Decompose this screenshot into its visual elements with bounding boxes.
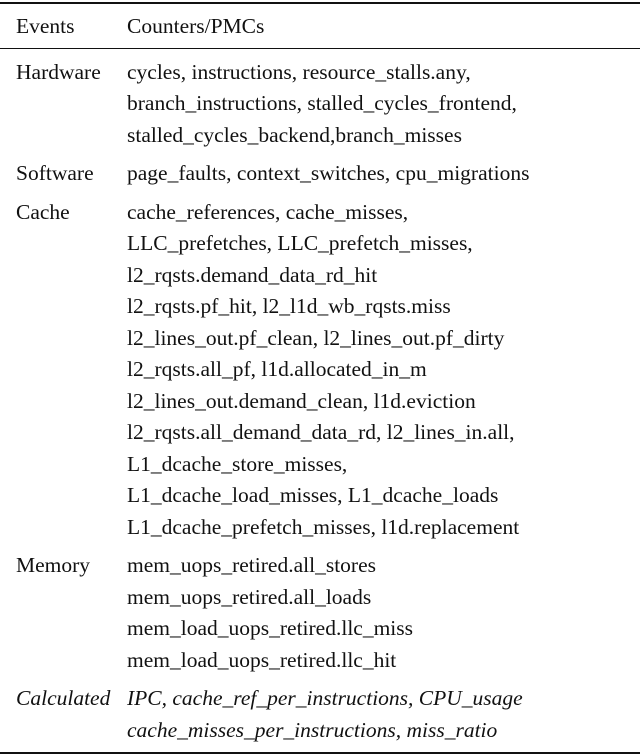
counter-line: mem_uops_retired.all_loads — [127, 584, 372, 609]
table-body — [0, 49, 640, 750]
counter-line: l2_lines_out.demand_clean, l1d.eviction — [127, 388, 476, 413]
counter-line: cache_references, cache_misses, — [127, 199, 409, 224]
event-category: Cache — [16, 199, 70, 224]
event-category: Memory — [16, 553, 91, 578]
counter-line: mem_load_uops_retired.llc_miss — [127, 616, 414, 641]
table-row — [0, 193, 640, 547]
counter-line: l2_rqsts.all_pf, l1d.allocated_in_m — [127, 357, 427, 382]
counters-cell — [127, 57, 640, 152]
counter-line: L1_dcache_store_misses, — [127, 451, 348, 476]
counter-line: cycles, instructions, resource_stalls.any, — [127, 59, 471, 84]
table-row — [0, 53, 640, 155]
table-row — [0, 155, 640, 194]
event-category: Hardware — [16, 59, 101, 84]
table-row — [0, 680, 640, 750]
counter-line: l2_rqsts.pf_hit, l2_l1d_wb_rqsts.miss — [127, 294, 451, 319]
event-category: Calculated — [16, 686, 111, 711]
counter-line: L1_dcache_load_misses, L1_dcache_loads — [127, 483, 499, 508]
table-row — [0, 547, 640, 680]
counters-cell — [127, 683, 640, 746]
counter-line: branch_instructions, stalled_cycles_frontend, — [127, 91, 517, 116]
event-category: Software — [16, 161, 94, 186]
counter-line: l2_rqsts.demand_data_rd_hit — [127, 262, 378, 287]
counter-line: l2_lines_out.pf_clean, l2_lines_out.pf_dirty — [127, 325, 505, 350]
counter-line: LLC_prefetches, LLC_prefetch_misses, — [127, 231, 473, 256]
counters-cell — [127, 158, 640, 190]
counters-cell — [127, 197, 640, 544]
header-row — [0, 4, 640, 48]
counter-line: l2_rqsts.all_demand_data_rd, l2_lines_in.all, — [127, 420, 515, 445]
counter-line: mem_uops_retired.all_stores — [127, 553, 376, 578]
counter-line: cache_misses_per_instructions, miss_ratio — [127, 717, 498, 742]
counter-line: stalled_cycles_backend,branch_misses — [127, 122, 462, 147]
counters-cell — [127, 550, 640, 676]
counter-line: mem_load_uops_retired.llc_hit — [127, 647, 397, 672]
counter-line: L1_dcache_prefetch_misses, l1d.replacement — [127, 514, 520, 539]
counter-line: page_faults, context_switches, cpu_migrations — [127, 161, 530, 186]
header-events: Events — [16, 14, 75, 38]
bottom-rule — [0, 752, 640, 754]
header-counters: Counters/PMCs — [127, 14, 265, 38]
counter-line: IPC, cache_ref_per_instructions, CPU_usage — [127, 686, 523, 711]
